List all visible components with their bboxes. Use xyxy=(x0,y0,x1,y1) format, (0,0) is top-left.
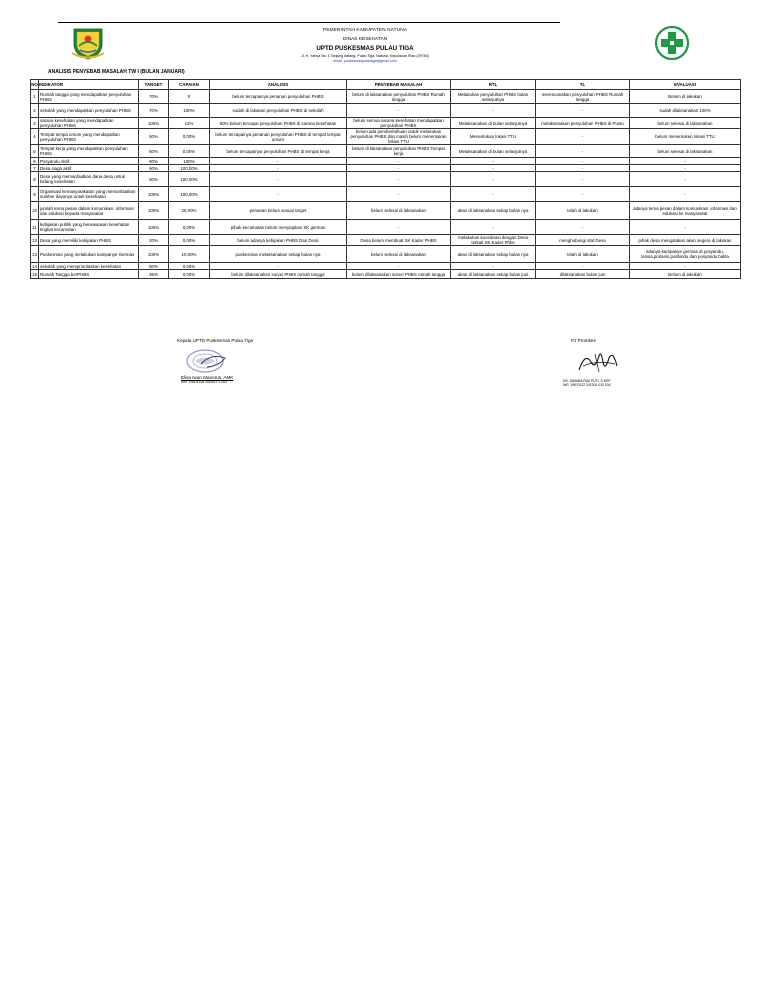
cell-no: 6 xyxy=(31,158,39,165)
cell-analisis: belum adanya kebijakan PHBS Dari Desa xyxy=(210,235,347,246)
cell-analisis: belum tercapainya penanan penyuluhan PHBS di tempat tempat umum xyxy=(210,129,347,145)
letterhead-top-rule xyxy=(58,22,560,23)
cell-target: 90% xyxy=(139,158,169,165)
cell-penyebab: - xyxy=(347,104,451,118)
cell-rtl: akan di laksanakan setiap bulan juni xyxy=(451,270,536,279)
cell-tl: merencanakan penyuluhan PHBS Rumah tangga xyxy=(536,90,630,104)
cell-evaluasi: adanya tema pesan dalam komunikasi ,informasi dan edukasi ke masyarakat xyxy=(630,202,741,220)
table-row xyxy=(31,235,741,246)
cell-evaluasi: - xyxy=(630,187,741,202)
cell-capaian: 100% xyxy=(169,104,210,118)
table-row xyxy=(31,104,741,118)
cell-penyebab: - xyxy=(347,220,451,235)
header-cell: EVALUASI xyxy=(630,80,741,90)
cell-target: 100% xyxy=(139,202,169,220)
cell-analisis: penanan belum sesuai target xyxy=(210,202,347,220)
cell-tl: dilaksanakan bulan juni xyxy=(536,270,630,279)
signature-block-head xyxy=(177,338,277,384)
header-cell: ANALISIS xyxy=(210,80,347,90)
cell-no: 10 xyxy=(31,202,39,220)
cell-rtl: Melaksanakan di bulan selanjutnya xyxy=(451,145,536,158)
cell-evaluasi: belum selesai di laksanakan xyxy=(630,145,741,158)
cell-indikator: Tempat tempa umum yang mendapatkan penyuluhan PHBS xyxy=(39,129,139,145)
cell-no: 13 xyxy=(31,246,39,263)
cell-rtl: - xyxy=(451,187,536,202)
cell-analisis: belum dilaksanakan survei PHBS rumah tangga xyxy=(210,270,347,279)
cell-indikator: kebijakan publik yang berwawasan kesehatan tingkat kecamatan xyxy=(39,220,139,235)
header-cell: PENYEBAB MASALAH xyxy=(347,80,451,90)
cell-capaian: 100,00% xyxy=(169,165,210,172)
letterhead-text xyxy=(260,28,470,63)
cell-rtl: Melaksanakan di bulan selanjutnya xyxy=(451,118,536,129)
cell-tl: - xyxy=(536,187,630,202)
cell-rtl: akan di laksanakan setiap bulan nya xyxy=(451,202,536,220)
cell-no: 8 xyxy=(31,172,39,187)
cell-tl: telah di lakukan xyxy=(536,246,630,263)
table-row xyxy=(31,129,741,145)
cell-evaluasi: adanya kampanye germas di posyandu, lansia,prolanis,posbindu dan posyandu balita xyxy=(630,246,741,263)
table-row xyxy=(31,158,741,165)
table-row xyxy=(31,202,741,220)
header-department: DINAS KESEHATAN xyxy=(342,37,388,42)
cell-rtl: Menentukan lokasi TTU xyxy=(451,129,536,145)
cell-no: 4 xyxy=(31,129,39,145)
cell-indikator: Desa yang memanfaatkan dana desa untuk bidang kesehatan xyxy=(39,172,139,187)
cell-tl: - xyxy=(536,104,630,118)
cell-no: 11 xyxy=(31,220,39,235)
document-title: ANALISIS PENYEBAB MASALAH TW I (BULAN JANUARI) xyxy=(48,69,185,75)
handwritten-signature-icon xyxy=(575,348,621,376)
table-row xyxy=(31,172,741,187)
cell-tl: - xyxy=(536,165,630,172)
cell-indikator: Tempat kerja yang mendapatkan penyuluhan PHBS xyxy=(39,145,139,158)
cell-no: 3 xyxy=(31,118,39,129)
header-email: email: puskesmaspulautiga@gmail.com xyxy=(333,58,397,63)
cell-penyebab: belum di laksanakan penyuluhan PHBS Rumah tangga xyxy=(347,90,451,104)
cell-rtl: Melakukan penyuluhan PHBS bulan selanjutnya xyxy=(451,90,536,104)
cell-target: 100% xyxy=(139,220,169,235)
cell-tl: - xyxy=(536,172,630,187)
cell-indikator: sekolah yang memprioritaskan kesehatan xyxy=(39,263,139,270)
cell-indikator: Puskesmas yang melakukan kampanye Germas xyxy=(39,246,139,263)
cell-evaluasi: Belum di lakukan xyxy=(630,90,741,104)
cell-analisis: pihak kecamatan belum menyiapkan SK germas xyxy=(210,220,347,235)
header-cell: CAPAIAN xyxy=(169,80,210,90)
cell-target: 60% xyxy=(139,165,169,172)
cell-rtl: - xyxy=(451,165,536,172)
cell-evaluasi: - xyxy=(630,165,741,172)
cell-rtl: - xyxy=(451,172,536,187)
cell-no: 15 xyxy=(32,271,37,277)
cell-penyebab: belum dilaksanakan survei PHBS rumah tangga xyxy=(347,270,451,279)
cell-capaian: 25,00% xyxy=(169,202,210,220)
cell-tl: telah di lakukan xyxy=(536,202,630,220)
table-row xyxy=(31,118,741,129)
signature-block-promkes xyxy=(563,338,643,387)
cell-evaluasi: belum selesai di laksanakan xyxy=(630,118,741,129)
signature-head-caption: Kepala UPTD Puskesmas Pulau Tiga xyxy=(177,338,254,343)
cell-capaian: 100% xyxy=(169,158,210,165)
table-row xyxy=(31,246,741,263)
cell-indikator: Desa siaga aktif xyxy=(39,165,139,172)
cell-analisis: belum tercapainya penanan penyuluhan PHBS xyxy=(210,90,347,104)
table-row xyxy=(31,90,741,104)
cell-capaian: 0,00% xyxy=(169,145,210,158)
table-row xyxy=(31,145,741,158)
cell-capaian: 0,00% xyxy=(169,270,210,279)
header-institution: UPTD PUSKESMAS PULAU TIGA xyxy=(316,45,414,52)
cell-target: 20% xyxy=(139,235,169,246)
header-cell: RTL xyxy=(451,80,536,90)
cell-rtl: - xyxy=(451,104,536,118)
analysis-table xyxy=(30,79,741,279)
cell-evaluasi: belum menentukan lokasi TTU xyxy=(630,129,741,145)
header-cell: INDIKATOR xyxy=(39,80,139,90)
cell-penyebab: - xyxy=(347,172,451,187)
cell-capaian: 0 xyxy=(169,90,210,104)
cell-no: 12 xyxy=(31,235,39,246)
cell-target: 60% xyxy=(139,129,169,145)
signature-promkes-name: NS. DIMABA RIAI PUTI, S.KEP xyxy=(563,379,611,383)
cell-capaian: 12% xyxy=(169,118,210,129)
cell-indikator: Rumah Tangga berPHBS xyxy=(39,270,139,279)
cell-rtl: - xyxy=(451,263,536,270)
cell-target: 100% xyxy=(139,187,169,202)
cell-evaluasi: - xyxy=(630,220,741,235)
table-row xyxy=(31,263,741,270)
table-body xyxy=(31,90,741,279)
cell-evaluasi: - xyxy=(630,263,741,270)
cell-analisis: puskesmas melaksanakan setiap bulan nya xyxy=(210,246,347,263)
health-cross-icon xyxy=(654,25,690,61)
official-stamp-icon xyxy=(181,348,233,374)
cell-penyebab: - xyxy=(347,158,451,165)
cell-rtl: melakukan koordinasi dengan Desa terkait SK Kader Phbs xyxy=(451,235,536,246)
cell-penyebab: Desa belum membuat SK Kader PHBS xyxy=(347,235,451,246)
cell-penyebab: - xyxy=(347,263,451,270)
table-header-row xyxy=(31,80,741,90)
cell-indikator: Rumah tangga yang mendapatkan penyuluhan PHBS xyxy=(39,90,139,104)
cell-indikator: jumlah tema pesan dalam komunikasi ,informasi dan edukasi kepada masyarakat xyxy=(39,202,139,220)
cell-target: 100% xyxy=(139,246,169,263)
natuna-regency-emblem-icon xyxy=(70,26,106,60)
signature-promkes-caption: PJ Promkes xyxy=(571,338,596,343)
cell-evaluasi: Belum di lakukan xyxy=(630,270,741,279)
cell-analisis: belum tercapainya penyuluhan PHBS di tempat kerja xyxy=(210,145,347,158)
cell-rtl: - xyxy=(451,158,536,165)
signature-head-name: Elisa Iwan Manorus, AMK xyxy=(181,375,234,380)
cell-capaian: 10,00% xyxy=(169,246,210,263)
cell-capaian: 100,00% xyxy=(169,187,210,202)
cell-indikator: Organisasi kemasyarakatan yang memanfaatkan sumber dayanya untuk kesehatan xyxy=(39,187,139,202)
cell-penyebab: - xyxy=(347,187,451,202)
cell-indikator: Desa yang memiliki kebijakan PHBS xyxy=(39,235,139,246)
header-cell: TL xyxy=(536,80,630,90)
cell-target: 70% xyxy=(139,104,169,118)
cell-capaian: 0,00% xyxy=(169,220,210,235)
cell-capaian: 0,00% xyxy=(169,129,210,145)
cell-tl: - xyxy=(536,220,630,235)
cell-analisis: sudah di lakukan penyuluhan PHBS di sekolah xyxy=(210,104,347,118)
cell-tl: melaksanakan penyuluhan PHBS di Pustu xyxy=(536,118,630,129)
cell-capaian: 0,00% xyxy=(169,263,210,270)
cell-penyebab: belum semua sarana kesehatan mendapatkan penyuluhan PHBS xyxy=(347,118,451,129)
cell-analisis: - xyxy=(210,158,347,165)
cell-target: 50% xyxy=(139,263,169,270)
cell-analisis: - xyxy=(210,187,347,202)
table-row xyxy=(31,187,741,202)
cell-evaluasi: sudah dilaksanakan 100% xyxy=(630,104,741,118)
cell-penyebab: belum selesai di laksanakan xyxy=(347,202,451,220)
signature-promkes-nip: NIP. 19870212 201001 012 034 xyxy=(563,383,611,387)
cell-target: 50% xyxy=(139,172,169,187)
cell-no: 9 xyxy=(31,187,39,202)
cell-penyebab: belum di laksanakan penyuluhan PHBS Tempat kerja xyxy=(347,145,451,158)
cell-target: 35% xyxy=(139,270,169,279)
cell-penyebab: belum ada pemberitahuan untuk melakukan penyuluhan PHBS dan masih belum menentukan lokasi TTU xyxy=(347,129,451,145)
cell-target: 100% xyxy=(139,118,169,129)
cell-rtl: - xyxy=(451,220,536,235)
cell-capaian: 0,00% xyxy=(169,235,210,246)
cell-analisis: - xyxy=(210,172,347,187)
cell-target: 70% xyxy=(139,90,169,104)
cell-target: 50% xyxy=(139,145,169,158)
header-government: PEMERINTAH KABUPATEN NATUNA xyxy=(322,28,408,33)
cell-no: 5 xyxy=(31,145,39,158)
signature-head-nip: NIP. 19801106 200501 2 003 xyxy=(181,380,228,384)
cell-evaluasi: - xyxy=(630,172,741,187)
cell-rtl: akan di laksanakan setiap bulan nya xyxy=(451,246,536,263)
cell-analisis: 50% belum tercapai penyuluhan PHBS di sarana kesehatan xyxy=(210,118,347,129)
cell-no: 14 xyxy=(32,263,37,269)
cell-tl: - xyxy=(536,158,630,165)
table-row xyxy=(31,270,741,279)
cell-no: 7 xyxy=(31,165,39,172)
table-row xyxy=(31,220,741,235)
header-cell: NO xyxy=(31,80,39,90)
cell-analisis: - xyxy=(210,165,347,172)
cell-indikator: Posyandu Aktif xyxy=(39,158,139,165)
cell-penyebab: belum selesai di laksanakan xyxy=(347,246,451,263)
table-row xyxy=(31,165,741,172)
cell-capaian: 100,00% xyxy=(169,172,210,187)
cell-tl: - xyxy=(536,129,630,145)
cell-indikator: sekolah yang mendapatkan penyuluhan PHBS xyxy=(39,104,139,118)
cell-indikator: sarana kesehatan yang mendapatkan penyuluhan PHBS xyxy=(39,118,139,129)
letterhead xyxy=(30,18,740,68)
cell-tl: - xyxy=(536,263,630,270)
cell-evaluasi: - xyxy=(630,158,741,165)
cell-analisis: - xyxy=(210,263,347,270)
cell-tl: - xyxy=(536,145,630,158)
header-address: Jl. H. Yahya No. 1 Tanjung batang, Pulau Tiga, Natuna, Kepulauan Riau (29783) xyxy=(301,54,429,58)
header-cell: TARGET xyxy=(139,80,169,90)
cell-no: 1 xyxy=(31,90,39,104)
cell-evaluasi: pihak desa mengatakan akan segera di lakukan xyxy=(630,235,741,246)
cell-no: 2 xyxy=(31,104,39,118)
cell-penyebab: - xyxy=(347,165,451,172)
cell-tl: menghubungi staf Desa xyxy=(536,235,630,246)
